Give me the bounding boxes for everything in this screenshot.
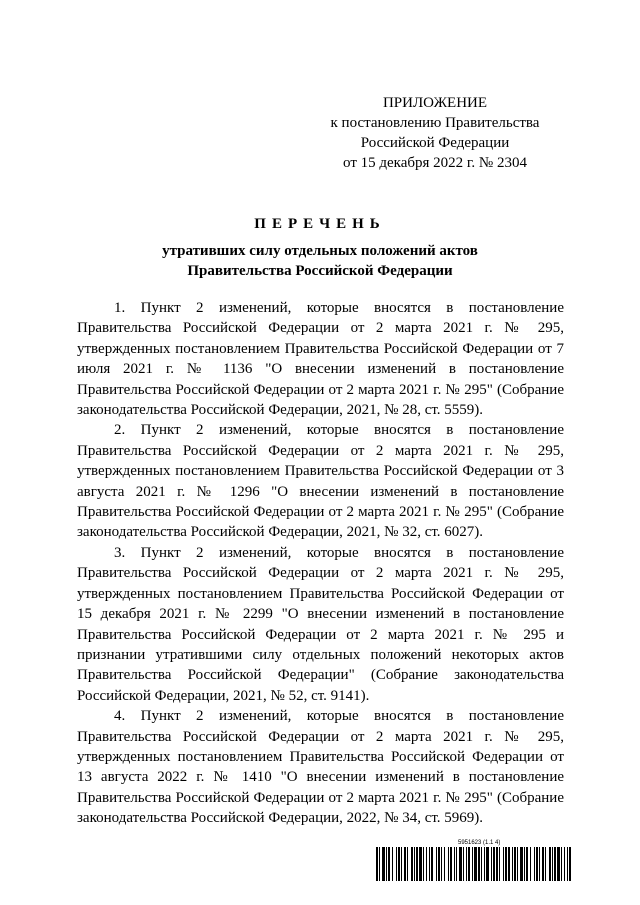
appendix-label: ПРИЛОЖЕНИЕ (382, 95, 488, 111)
barcode-block (376, 840, 572, 881)
list-items (77, 298, 564, 829)
document-title: ПЕРЕЧЕНЬ (254, 216, 386, 232)
appendix-date-number: от 15 декабря 2022 г. № 2304 (343, 155, 527, 171)
appendix-header (290, 93, 580, 173)
barcode-caption: 5951623 (1.1 4) (458, 840, 501, 846)
subtitle-line-2: Правительства Российской Федерации (187, 263, 453, 279)
appendix-reference: к постановлению Правительства (330, 115, 540, 131)
list-item: 4. Пункт 2 изменений, которые вносятся в постановление Правительства Российской Федерации от 2 марта 2021 г. № 295, утвержденных постановлением Правительства Российской Федерации от 13 августа 2022 г. № 1410 "О внесении изменений в постановление Правительства Российской Федерации от 2 марта 2021 г. № 295" (Собрание законодательства Российской Федерации, 2022, № 34, ст. 5969). (77, 708, 564, 827)
barcode-icon (376, 847, 572, 881)
document-subtitle (0, 241, 640, 281)
list-item: 3. Пункт 2 изменений, которые вносятся в постановление Правительства Российской Федерации от 2 марта 2021 г. № 295, утвержденных постановлением Правительства Российской Федерации от 15 декабря 2021 г. № 2299 "О внесении изменений в постановление Правительства Российской Федерации от 2 марта 2021 г. № 295 и признании утратившими силу отдельных положений некоторых актов Правительства Российской Федерации" (Собрание законодательства Российской Федерации, 2021, № 52, ст. 9141). (77, 544, 564, 704)
appendix-authority: Российской Федерации (360, 135, 510, 151)
list-item: 1. Пункт 2 изменений, которые вносятся в постановление Правительства Российской Федерации от 2 марта 2021 г. № 295, утвержденных постановлением Правительства Российской Федерации от 7 июля 2021 г. № 1136 "О внесении изменений в постановление Правительства Российской Федерации от 2 марта 2021 г. № 295" (Собрание законодательства Российской Федерации, 2021, № 28, ст. 5559). (77, 300, 564, 419)
list-item: 2. Пункт 2 изменений, которые вносятся в постановление Правительства Российской Федерации от 2 марта 2021 г. № 295, утвержденных постановлением Правительства Российской Федерации от 3 августа 2021 г. № 1296 "О внесении изменений в постановление Правительства Российской Федерации от 2 марта 2021 г. № 295" (Собрание законодательства Российской Федерации, 2021, № 32, ст. 6027). (77, 422, 564, 541)
subtitle-line-1: утративших силу отдельных положений актов (162, 243, 478, 259)
